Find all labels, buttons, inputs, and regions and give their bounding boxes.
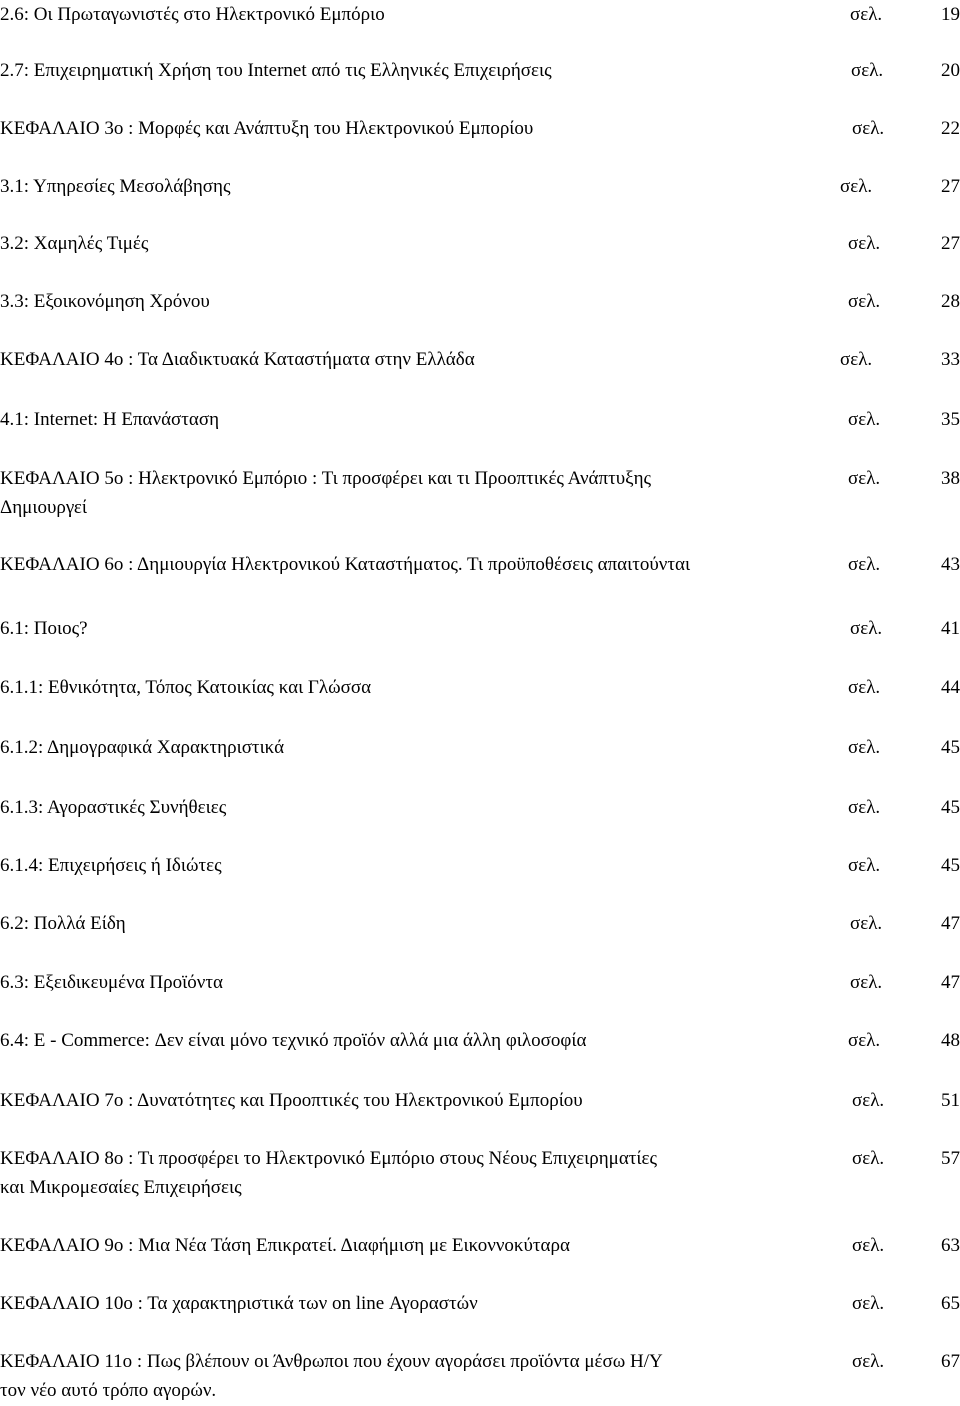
page-number: 47 bbox=[941, 913, 960, 934]
page-number: 43 bbox=[941, 554, 960, 575]
toc-entry-title-line: 2.7: Επιχειρηματική Χρήση του Internet από τις Ελληνικές Επιχειρήσεις bbox=[0, 60, 552, 81]
page-number: 41 bbox=[941, 618, 960, 639]
toc-entry-title bbox=[0, 114, 840, 143]
toc-entry-title bbox=[0, 1289, 840, 1318]
toc-entry bbox=[0, 287, 960, 316]
toc-entry-title-line: ΚΕΦΑΛΑΙΟ 3ο : Μορφές και Ανάπτυξη του Ηλεκτρονικού Εμπορίου bbox=[0, 118, 534, 139]
toc-entry-title-line: 6.4: E - Commerce: Δεν είναι μόνο τεχνικό προϊόν αλλά μια άλλη φιλοσοφία bbox=[0, 1030, 587, 1051]
toc-entry bbox=[0, 1144, 960, 1202]
page-label: σελ. bbox=[852, 1351, 885, 1372]
toc-entry-title-continuation: και Μικρομεσαίες Επιχειρήσεις bbox=[0, 1177, 242, 1198]
toc-entry bbox=[0, 909, 960, 938]
toc-entry-title-line: ΚΕΦΑΛΑΙΟ 11ο : Πως βλέπουν οι Άνθρωποι που έχουν αγοράσει προϊόντα μέσω Η/Υ bbox=[0, 1351, 663, 1372]
page-label: σελ. bbox=[848, 554, 881, 575]
toc-entry-title bbox=[0, 550, 840, 579]
toc-entry-title bbox=[0, 851, 840, 880]
toc-entry-title-continuation: Δημιουργεί bbox=[0, 497, 88, 518]
toc-entry bbox=[0, 56, 960, 85]
toc-entry-title-line: 2.6: Οι Πρωταγωνιστές στο Ηλεκτρονικό Εμπόριο bbox=[0, 4, 385, 25]
page-label: σελ. bbox=[852, 1293, 885, 1314]
toc-entry bbox=[0, 114, 960, 143]
toc-entry bbox=[0, 1026, 960, 1055]
toc-entry-title-line: 6.2: Πολλά Είδη bbox=[0, 913, 126, 934]
toc-entry-title bbox=[0, 1026, 840, 1055]
toc-entry-title bbox=[0, 614, 840, 643]
toc-entry-title bbox=[0, 968, 840, 997]
toc-entry-title-line: 6.1.3: Αγοραστικές Συνήθειες bbox=[0, 797, 227, 818]
toc-entry-title-line: ΚΕΦΑΛΑΙΟ 8ο : Τι προσφέρει το Ηλεκτρονικό Εμπόριο στους Νέους Επιχειρηματίες bbox=[0, 1148, 658, 1169]
page-number: 65 bbox=[941, 1293, 960, 1314]
page-number: 63 bbox=[941, 1235, 960, 1256]
toc-entry-title bbox=[0, 1144, 840, 1202]
toc-entry-title bbox=[0, 1347, 840, 1405]
toc-entry-title-continuation: τον νέο αυτό τρόπο αγορών. bbox=[0, 1380, 217, 1401]
toc-entry bbox=[0, 345, 960, 374]
toc-entry bbox=[0, 793, 960, 822]
toc-entry-title-line: 6.1: Ποιος? bbox=[0, 618, 88, 639]
page-number: 33 bbox=[941, 349, 960, 370]
page-label: σελ. bbox=[848, 677, 881, 698]
toc-entry-title bbox=[0, 1231, 840, 1260]
page-label: σελ. bbox=[852, 118, 885, 139]
page-label: σελ. bbox=[850, 972, 883, 993]
toc-entry-title bbox=[0, 464, 840, 522]
toc-entry-title-line: 6.3: Εξειδικευμένα Προϊόντα bbox=[0, 972, 223, 993]
toc-entry-title-line: 3.1: Υπηρεσίες Μεσολάβησης bbox=[0, 176, 231, 197]
page-number: 22 bbox=[941, 118, 960, 139]
toc-entry bbox=[0, 229, 960, 258]
page-label: σελ. bbox=[850, 4, 883, 25]
page-number: 38 bbox=[941, 468, 960, 489]
page-number: 45 bbox=[941, 855, 960, 876]
toc-entry bbox=[0, 1289, 960, 1318]
toc-entry bbox=[0, 968, 960, 997]
page-number: 45 bbox=[941, 737, 960, 758]
toc-entry bbox=[0, 1347, 960, 1405]
page-label: σελ. bbox=[848, 855, 881, 876]
page-number: 27 bbox=[941, 176, 960, 197]
toc-entry-title bbox=[0, 673, 840, 702]
page-number: 45 bbox=[941, 797, 960, 818]
toc-entry-title-line: ΚΕΦΑΛΑΙΟ 4ο : Τα Διαδικτυακά Καταστήματα στην Ελλάδα bbox=[0, 349, 475, 370]
toc-entry-title-line: 4.1: Internet: Η Επανάσταση bbox=[0, 409, 220, 430]
toc-entry-title-line: ΚΕΦΑΛΑΙΟ 10ο : Τα χαρακτηριστικά των on line Αγοραστών bbox=[0, 1293, 478, 1314]
toc-entry-title bbox=[0, 345, 840, 374]
page-number: 19 bbox=[941, 4, 960, 25]
page-label: σελ. bbox=[840, 349, 873, 370]
toc-entry-title-line: ΚΕΦΑΛΑΙΟ 5ο : Ηλεκτρονικό Εμπόριο : Τι προσφέρει και τι Προοπτικές Ανάπτυξης bbox=[0, 468, 652, 489]
toc-entry-title bbox=[0, 229, 840, 258]
page-label: σελ. bbox=[848, 737, 881, 758]
page-number: 67 bbox=[941, 1351, 960, 1372]
toc-entry-title-line: 6.1.4: Επιχειρήσεις ή Ιδιώτες bbox=[0, 855, 222, 876]
toc-entry-title bbox=[0, 287, 840, 316]
toc-entry bbox=[0, 1086, 960, 1115]
toc-entry-title bbox=[0, 909, 840, 938]
page-number: 20 bbox=[941, 60, 960, 81]
page-label: σελ. bbox=[848, 468, 881, 489]
page-number: 28 bbox=[941, 291, 960, 312]
toc-entry bbox=[0, 851, 960, 880]
toc-entry-title bbox=[0, 793, 840, 822]
page-number: 35 bbox=[941, 409, 960, 430]
toc-entry bbox=[0, 464, 960, 522]
toc-entry-title bbox=[0, 405, 840, 434]
page-label: σελ. bbox=[852, 1235, 885, 1256]
page-number: 48 bbox=[941, 1030, 960, 1051]
toc-entry bbox=[0, 614, 960, 643]
toc-entry bbox=[0, 172, 960, 201]
toc-entry-title bbox=[0, 172, 840, 201]
toc-entry-title-line: 3.2: Χαμηλές Τιμές bbox=[0, 233, 149, 254]
toc-entry bbox=[0, 550, 960, 579]
page-label: σελ. bbox=[840, 176, 873, 197]
toc-entry bbox=[0, 0, 960, 29]
toc-entry-title-line: 6.1.1: Εθνικότητα, Τόπος Κατοικίας και Γλώσσα bbox=[0, 677, 372, 698]
toc-entry-title-line: 6.1.2: Δημογραφικά Χαρακτηριστικά bbox=[0, 737, 285, 758]
page-label: σελ. bbox=[850, 618, 883, 639]
toc-entry-title bbox=[0, 56, 840, 85]
page-label: σελ. bbox=[848, 233, 881, 254]
page-number: 44 bbox=[941, 677, 960, 698]
page-label: σελ. bbox=[852, 1090, 885, 1111]
page-number: 27 bbox=[941, 233, 960, 254]
toc-entry-title-line: ΚΕΦΑΛΑΙΟ 9ο : Μια Νέα Τάση Επικρατεί. Διαφήμιση με Εικοννοκύταρα bbox=[0, 1235, 570, 1256]
page-number: 51 bbox=[941, 1090, 960, 1111]
toc-entry-title bbox=[0, 1086, 840, 1115]
page-label: σελ. bbox=[850, 913, 883, 934]
toc-entry-title-line: ΚΕΦΑΛΑΙΟ 7ο : Δυνατότητες και Προοπτικές του Ηλεκτρονικού Εμπορίου bbox=[0, 1090, 583, 1111]
toc-entry-title-line: 3.3: Εξοικονόμηση Χρόνου bbox=[0, 291, 210, 312]
page-number: 57 bbox=[941, 1148, 960, 1169]
page-number: 47 bbox=[941, 972, 960, 993]
toc-entry bbox=[0, 405, 960, 434]
toc-entry-title bbox=[0, 0, 840, 29]
page-label: σελ. bbox=[848, 797, 881, 818]
toc-entry-title-line: ΚΕΦΑΛΑΙΟ 6ο : Δημιουργία Ηλεκτρονικού Καταστήματος. Τι προϋποθέσεις απαιτούνται bbox=[0, 554, 691, 575]
toc-entry bbox=[0, 733, 960, 762]
page-label: σελ. bbox=[848, 409, 881, 430]
toc-entry-title bbox=[0, 733, 840, 762]
page-label: σελ. bbox=[852, 1148, 885, 1169]
page-label: σελ. bbox=[851, 60, 884, 81]
page-label: σελ. bbox=[848, 291, 881, 312]
page-label: σελ. bbox=[848, 1030, 881, 1051]
toc-entry bbox=[0, 1231, 960, 1260]
toc-entry bbox=[0, 673, 960, 702]
